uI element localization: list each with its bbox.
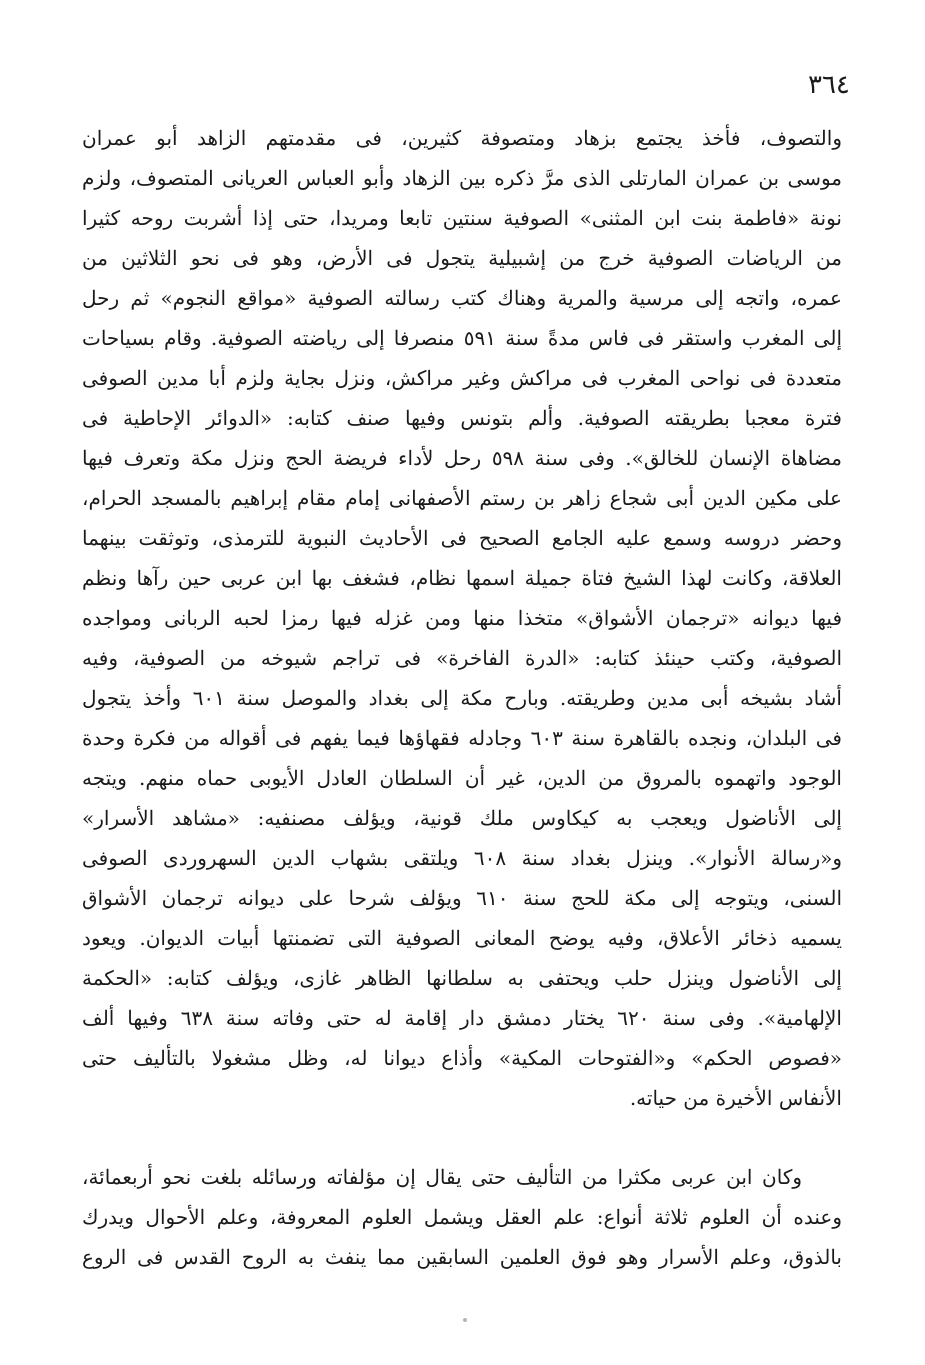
text-line: الإلهامية». وفى سنة ٦٢٠ يختار دمشق دار إقامة له حتى وفاته سنة ٦٣٨ وفيها ألف (82, 1006, 842, 1030)
text-line: متعددة فى نواحى المغرب فى مراكش وغير مراكش، ونزل بجاية ولزم أبا مدين الصوفى (82, 366, 842, 390)
text-line: الوجود واتهموه بالمروق من الدين، غير أن السلطان العادل الأيوبى حماه منهم. ويتجه (82, 766, 842, 790)
text-line: بالذوق، وعلم الأسرار وهو فوق العلمين السابقين مما ينفث به الروح القدس فى الروع (82, 1245, 842, 1269)
text-line: مضاهاة الإنسان للخالق». وفى سنة ٥٩٨ رحل لأداء فريضة الحج ونزل مكة وتعرف فيها (82, 446, 842, 470)
text-line: الصوفية، وكتب حينئذ كتابه: «الدرة الفاخرة» فى تراجم شيوخه من الصوفية، وفيه (82, 646, 842, 670)
scan-speck (463, 1318, 467, 1322)
text-line: موسى بن عمران المارتلى الذى مرَّ ذكره بين الزهاد وأبو العباس العريانى المتصوف، ولزم (82, 166, 842, 190)
text-line: على مكين الدين أبى شجاع زاهر بن رستم الأصفهانى إمام مقام إبراهيم بالمسجد الحرام، (82, 486, 842, 510)
text-line: فى البلدان، ونجده بالقاهرة سنة ٦٠٣ وجادله فقهاؤها فيما يفهم فى أقواله من فكرة وحدة (82, 726, 842, 750)
text-line: إلى الأناضول ويعجب به كيكاوس ملك قونية، ويؤلف مصنفيه: «مشاهد الأسرار» (82, 806, 842, 830)
text-line: فترة معجبا بطريقته الصوفية. وألم بتونس وفيها صنف كتابه: «الدوائر الإحاطية فى (82, 406, 842, 430)
text-line: والتصوف، فأخذ يجتمع بزهاد ومتصوفة كثيرين، فى مقدمتهم الزاهد أبو عمران (82, 126, 842, 150)
text-line: و«رسالة الأنوار». وينزل بغداد سنة ٦٠٨ ويلتقى بشهاب الدين السهروردى الصوفى (82, 846, 842, 870)
text-line: يسميه ذخائر الأعلاق، وفيه يوضح المعانى الصوفية التى تضمنتها أبيات الديوان. ويعود (82, 926, 842, 950)
page-number: ٣٦٤ (808, 70, 850, 100)
text-line: من الرياضات الصوفية خرج من إشبيلية يتجول فى الأرض، وهو فى نحو الثلاثين من (82, 246, 842, 270)
text-line: وعنده أن العلوم ثلاثة أنواع: علم العقل ويشمل العلوم المعروفة، وعلم الأحوال ويدرك (82, 1205, 842, 1229)
paragraph-1 (82, 118, 842, 1118)
text-line: أشاد بشيخه أبى مدين وطريقته. وبارح مكة إلى بغداد والموصل سنة ٦٠١ وأخذ يتجول (82, 686, 842, 710)
text-line: «فصوص الحكم» و«الفتوحات المكية» وأذاع ديوانا له، وظل مشغولا بالتأليف حتى (82, 1046, 842, 1070)
paragraph-2 (82, 1157, 842, 1277)
text-line: الأنفاس الأخيرة من حياته. (629, 1086, 842, 1110)
text-line: وكان ابن عربى مكثرا من التأليف حتى يقال إن مؤلفاته ورسائله بلغت نحو أربعمائة، (82, 1165, 802, 1189)
text-line: إلى المغرب واستقر فى فاس مدةً سنة ٥٩١ منصرفا إلى رياضته الصوفية. وقام بسياحات (82, 326, 842, 350)
text-line: نونة «فاطمة بنت ابن المثنى» الصوفية سنتين تابعا ومريدا، حتى إذا أشربت روحه كثيرا (82, 206, 842, 230)
text-line: إلى الأناضول وينزل حلب ويحتفى به سلطانها الظاهر غازى، ويؤلف كتابه: «الحكمة (82, 966, 842, 990)
text-line: وحضر دروسه وسمع عليه الجامع الصحيح فى الأحاديث النبوية للترمذى، وتوثقت بينهما (82, 526, 842, 550)
text-line: عمره، واتجه إلى مرسية والمرية وهناك كتب رسالته الصوفية «مواقع النجوم» ثم رحل (82, 286, 842, 310)
text-line: السنى، ويتوجه إلى مكة للحج سنة ٦١٠ ويؤلف شرحا على ديوانه ترجمان الأشواق (82, 886, 842, 910)
text-line: فيها ديوانه «ترجمان الأشواق» متخذا منها ومن غزله فيها رمزا لحبه الربانى ومواجده (82, 606, 842, 630)
text-line: العلاقة، وكانت لهذا الشيخ فتاة جميلة اسمها نظام، فشغف بها ابن عربى حين رآها ونظم (82, 566, 842, 590)
